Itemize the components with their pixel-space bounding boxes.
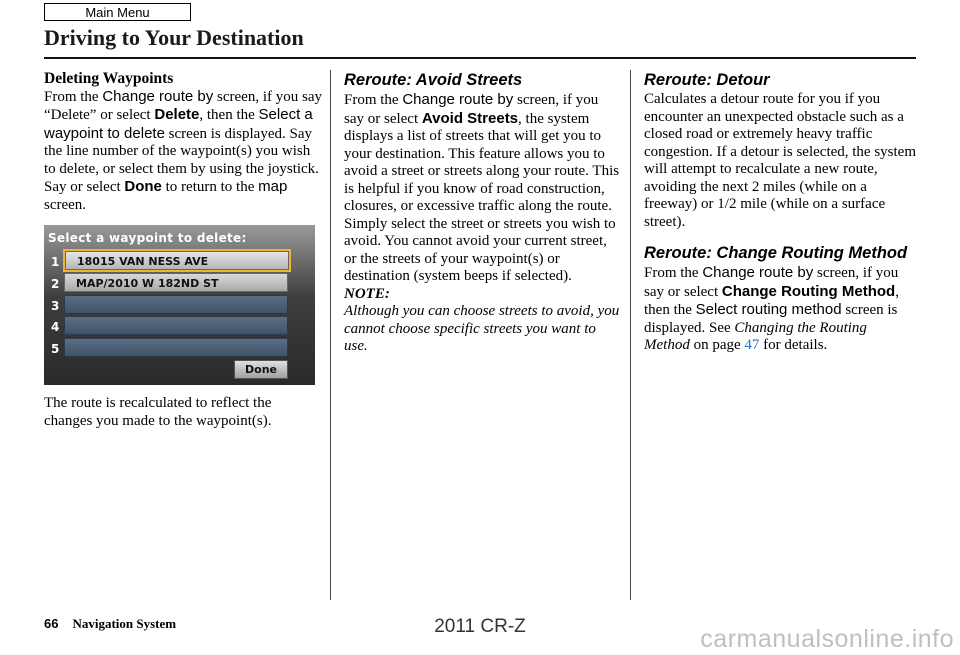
ui-select-routing-method: Select routing method xyxy=(695,301,842,318)
ui-select-waypoint-to-delete: Select a waypoint to delete xyxy=(44,106,313,142)
ui-map: map xyxy=(258,178,288,195)
note-label: NOTE: xyxy=(344,285,390,302)
note-text: Although you can choose streets to avoid, you cannot choose specific streets you want to use. xyxy=(344,303,620,354)
paragraph-avoid-streets: From the Change route by screen, if you say or select Avoid Streets, the system displays a list of streets that will get you to your destination. This feature allows you to avoid a street or streets along your route. This is helpful if you know of road construction, closures, or excessive traffic along the route. Simply select the street or streets you wish to avoid. You cannot avoid your current street, or the streets of your waypoint(s) or destination (system beeps if selected). xyxy=(344,91,620,284)
footer-section: Navigation System xyxy=(72,616,177,631)
paragraph-deleting-waypoints: From the Change route by screen, if you say “Delete” or select Delete, then the Select a waypoint to delete screen is displayed. Say the line number of the waypoint(s) you wish to delete, or select them by using the joystick. Say or select Done to return to the map screen. xyxy=(44,87,322,213)
row-number: 5 xyxy=(51,342,60,356)
waypoint-row-5[interactable] xyxy=(64,338,288,357)
reference-routing-method: Changing the Routing Method xyxy=(644,319,867,353)
page-number: 66 xyxy=(44,616,59,631)
done-button[interactable]: Done xyxy=(234,360,288,379)
main-menu-button[interactable]: Main Menu xyxy=(44,3,191,21)
ui-change-routing-method: Change Routing Method xyxy=(721,282,896,300)
waypoint-row-1[interactable]: 18015 VAN NESS AVE xyxy=(65,251,289,270)
row-number: 4 xyxy=(51,320,60,334)
ui-change-route-by: Change route by xyxy=(102,87,214,105)
heading-deleting-waypoints: Deleting Waypoints xyxy=(44,70,174,87)
watermark: carmanualsonline.info xyxy=(700,625,954,653)
column-deleting-waypoints xyxy=(44,70,322,430)
page-47-link[interactable]: 47 xyxy=(744,337,760,353)
ui-change-route-by: Change route by xyxy=(402,91,514,108)
ui-done: Done xyxy=(124,178,162,195)
ui-avoid-streets: Avoid Streets xyxy=(421,109,519,127)
waypoint-delete-screen xyxy=(44,225,315,385)
header-rule xyxy=(44,57,916,59)
waypoint-row-4[interactable] xyxy=(64,316,288,335)
paragraph-detour: Calculates a detour route for you if you encounter an unexpected obstacle such as a closed road or extremely heavy traffic congestion. If a detour is selected, the system will attempt to recalculate a new route, avoiding the next 2 miles (while on a freeway) or 1/2 mile (while on a surface street). xyxy=(644,91,917,230)
row-number: 3 xyxy=(51,299,60,313)
column-avoid-streets xyxy=(344,70,620,356)
column-divider xyxy=(330,70,331,600)
paragraph-route-recalculated: The route is recalculated to reflect the changes you made to the waypoint(s). xyxy=(44,395,272,429)
screen-title: Select a waypoint to delete: xyxy=(48,231,247,245)
heading-change-routing-method: Reroute: Change Routing Method xyxy=(644,244,908,262)
waypoint-row-2[interactable]: MAP/2010 W 182ND ST xyxy=(64,273,288,292)
ui-delete: Delete xyxy=(154,106,200,123)
model-name: 2011 CR-Z xyxy=(434,616,526,637)
chapter-title: Driving to Your Destination xyxy=(44,25,304,50)
row-number: 1 xyxy=(51,255,60,269)
ui-change-route-by: Change route by xyxy=(702,264,814,281)
waypoint-row-3[interactable] xyxy=(64,295,288,314)
heading-avoid-streets: Reroute: Avoid Streets xyxy=(344,71,523,89)
paragraph-change-routing-method: From the Change route by screen, if you say or select Change Routing Method, then the Select routing method screen is displayed. See Changing the Routing Method on page 47 for details. xyxy=(644,264,899,353)
row-number: 2 xyxy=(51,277,60,291)
column-detour xyxy=(644,70,916,355)
heading-detour: Reroute: Detour xyxy=(644,71,770,89)
column-divider xyxy=(630,70,631,600)
